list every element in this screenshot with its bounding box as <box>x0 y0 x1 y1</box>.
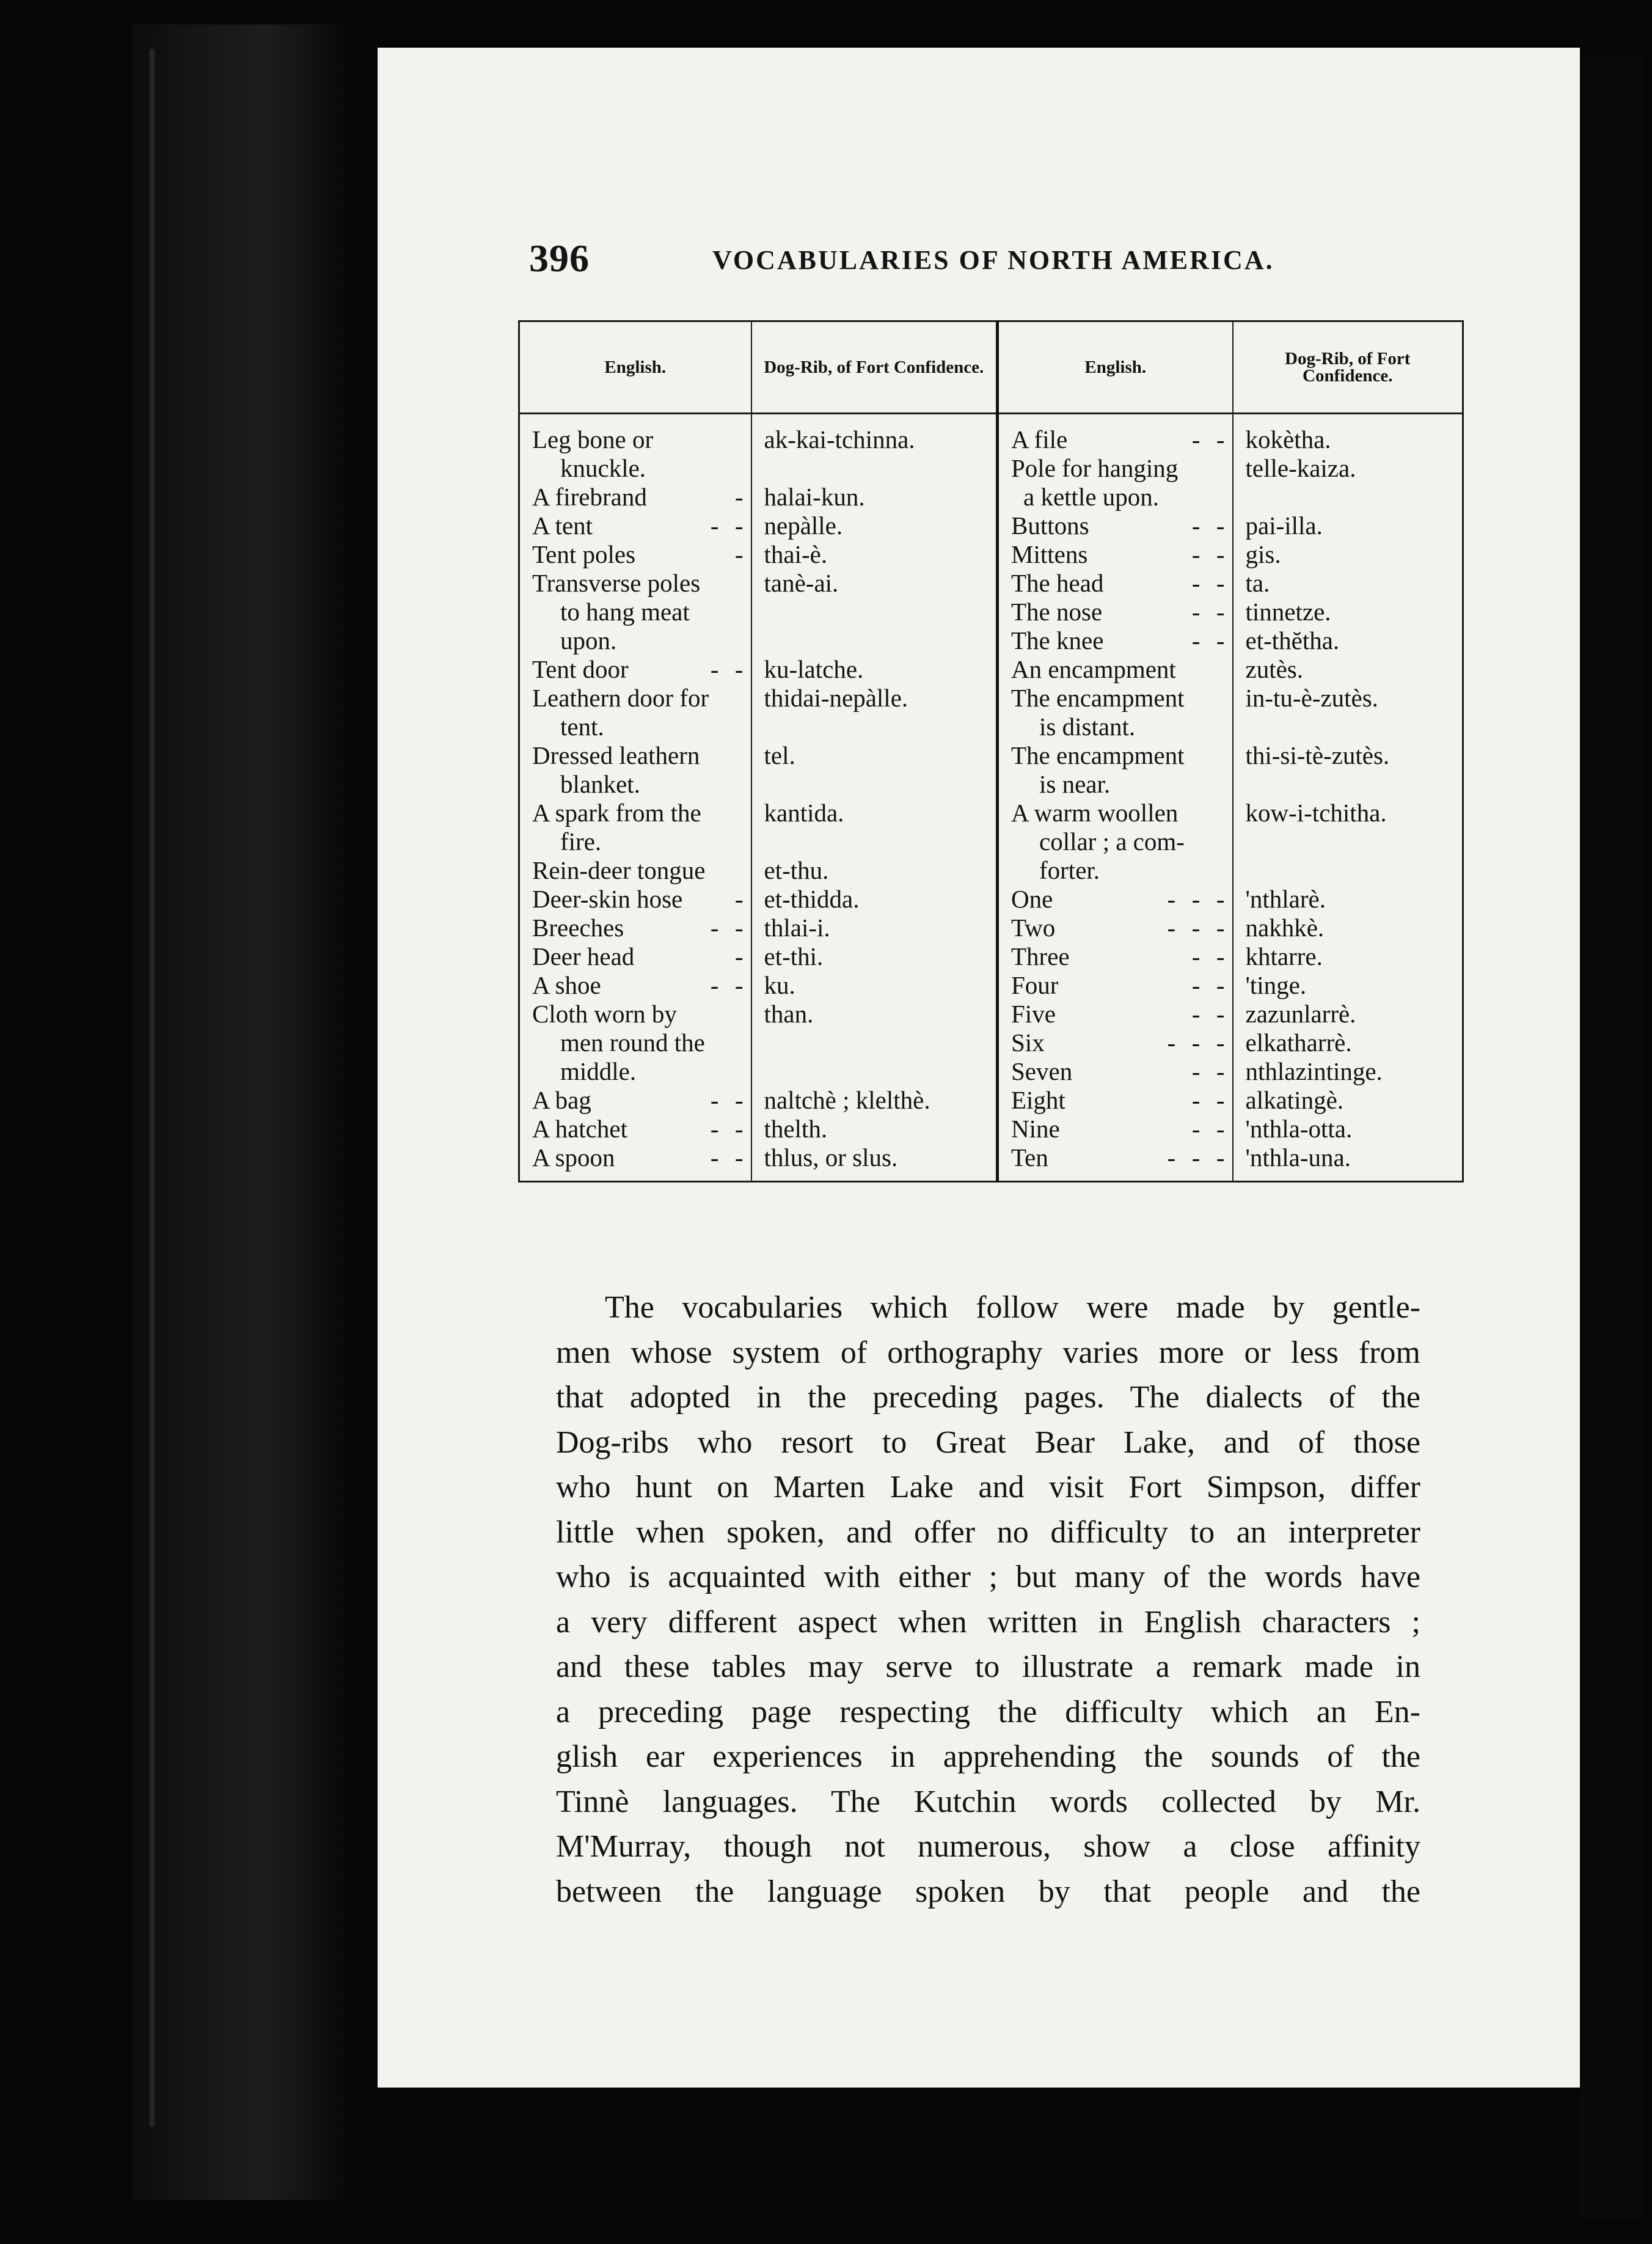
entry-dogrib: et-thu. <box>764 856 829 884</box>
entry-dogrib: zutès. <box>1245 655 1303 683</box>
entry-english: Cloth worn by men round the middle. <box>532 1000 705 1085</box>
entry-dogrib: et-thidda. <box>764 885 860 913</box>
entry-dogrib: et-thi. <box>764 942 824 970</box>
entry-dogrib: ku. <box>764 971 795 999</box>
entry-dogrib: halai-kun. <box>764 483 865 511</box>
header-dogrib-left: Dog-Rib, of Fort Confidence. <box>751 321 998 414</box>
entry-dogrib: tanè-ai. <box>764 569 839 597</box>
page-number: 396 <box>529 237 590 280</box>
entry-dogrib: 'nthla-otta. <box>1245 1115 1353 1143</box>
entry-dogrib: ta. <box>1245 569 1270 597</box>
body-line: who is acquainted with either ; but many of the words have <box>556 1560 1420 1594</box>
entry-english: A bag - - <box>532 1086 745 1114</box>
entry-english: A warm woollen collar ; a com- forter. <box>1011 799 1185 884</box>
entry-dogrib: 'tinge. <box>1245 971 1307 999</box>
body-line: M'Murray, though not numerous, show a close affinity <box>556 1829 1420 1864</box>
entry-dogrib: naltchè ; klelthè. <box>764 1086 930 1114</box>
entry-english: Pole for hanging a kettle upon. <box>1011 454 1179 511</box>
spine-edge <box>150 49 155 2127</box>
entry-dogrib: thi-si-tè-zutès. <box>1245 741 1390 769</box>
body-line: a very different aspect when written in English characters ; <box>556 1604 1420 1640</box>
header-english-left: English. <box>519 321 751 414</box>
entry-english: Three - - <box>1011 942 1226 970</box>
entry-dogrib: alkatingè. <box>1245 1086 1344 1114</box>
entry-dogrib: elkatharrè. <box>1245 1028 1352 1057</box>
entry-english: Rein-deer tongue <box>532 856 706 884</box>
entry-dogrib: thlai-i. <box>764 914 830 942</box>
body-line: between the language spoken by that people and the <box>556 1874 1420 1909</box>
entry-english: A firebrand - <box>532 483 745 511</box>
col-dogrib-right <box>1233 414 1463 1182</box>
body-line: a preceding page respecting the difficulty which an En- <box>556 1694 1420 1729</box>
entry-dogrib: kow-i-tchitha. <box>1245 799 1387 827</box>
body-line: little when spoken, and offer no difficulty to an interpreter <box>556 1514 1420 1550</box>
entry-english: Tent poles - <box>532 540 745 568</box>
entry-dogrib: ku-latche. <box>764 655 864 683</box>
entry-english: One - - - <box>1011 885 1226 913</box>
entry-dogrib: kantida. <box>764 799 844 827</box>
entry-english: Leathern door for tent. <box>532 684 709 741</box>
entry-dogrib: ak-kai-tchinna. <box>764 425 915 453</box>
entry-english: Five - - <box>1011 1000 1226 1028</box>
entry-english: Dressed leathern blanket. <box>532 741 700 798</box>
entry-english: Buttons - - <box>1011 512 1226 540</box>
body-line: and these tables may serve to illustrate a remark made in <box>556 1649 1420 1684</box>
entry-english: A spoon - - <box>532 1143 745 1172</box>
body-line: who hunt on Marten Lake and visit Fort Simpson, differ <box>556 1470 1420 1505</box>
entry-english: A hatchet - - <box>532 1115 745 1143</box>
entry-english: Breeches - - <box>532 914 745 942</box>
entry-dogrib: 'nthla-una. <box>1245 1143 1351 1172</box>
entry-english: Eight - - <box>1011 1086 1226 1114</box>
col-english-left <box>519 414 751 1182</box>
entry-english: Seven - - <box>1011 1057 1226 1085</box>
header-dogrib-right: Dog-Rib, of Fort Confidence. <box>1233 321 1463 414</box>
entry-dogrib: tinnetze. <box>1245 598 1331 626</box>
entry-dogrib: kokètha. <box>1245 425 1331 453</box>
entry-english: Tent door - - <box>532 655 745 683</box>
col-english-right <box>998 414 1233 1182</box>
entry-english: Two - - - <box>1011 914 1226 942</box>
body-line: glish ear experiences in apprehending the sounds of the <box>556 1739 1420 1774</box>
entry-dogrib: pai-illa. <box>1245 512 1323 540</box>
entry-english: An encampment <box>1011 655 1176 683</box>
entry-english: Four - - <box>1011 971 1226 999</box>
vocabulary-table <box>518 320 1464 1182</box>
entry-dogrib: nakhkè. <box>1245 914 1325 942</box>
col-dogrib-left <box>751 414 998 1182</box>
entry-dogrib: tel. <box>764 741 795 769</box>
page-header-title: VOCABULARIES OF NORTH AMERICA. <box>712 245 1274 275</box>
entry-english: Mittens - - <box>1011 540 1226 568</box>
entry-english: The nose - - <box>1011 598 1226 626</box>
body-line: men whose system of orthography varies more or less from <box>556 1335 1420 1370</box>
entry-dogrib: zazunlarrè. <box>1245 1000 1356 1028</box>
entry-dogrib: thidai-nepàlle. <box>764 684 908 712</box>
entry-dogrib: than. <box>764 1000 814 1028</box>
entry-english: Deer head - <box>532 942 745 970</box>
entry-english: The head - - <box>1011 569 1226 597</box>
body-line: Dog-ribs who resort to Great Bear Lake, and of those <box>556 1425 1420 1460</box>
body-line: The vocabularies which follow were made by gentle- <box>605 1290 1420 1325</box>
body-paragraph <box>556 1285 1420 1914</box>
book-spine <box>131 24 354 2200</box>
entry-dogrib: telle-kaiza. <box>1245 454 1356 482</box>
entry-english: A tent - - <box>532 512 745 540</box>
entry-english: The encampment is near. <box>1011 741 1185 798</box>
book-page <box>378 48 1580 2088</box>
entry-english: A spark from the fire. <box>532 799 701 856</box>
entry-english: A shoe - - <box>532 971 745 999</box>
header-english-right: English. <box>998 321 1233 414</box>
body-line: Tinnè languages. The Kutchin words collected by Mr. <box>556 1784 1420 1819</box>
entry-english: Transverse poles to hang meat upon. <box>532 569 701 654</box>
entry-english: Nine - - <box>1011 1115 1226 1143</box>
entry-english: Deer-skin hose - <box>532 885 745 913</box>
entry-english: Six - - - <box>1011 1028 1226 1057</box>
facing-page-edge <box>1579 55 1643 2218</box>
table-header-row <box>519 321 1463 414</box>
entry-english: Leg bone or knuckle. <box>532 425 654 482</box>
entry-dogrib: nepàlle. <box>764 512 843 540</box>
entry-english: The knee - - <box>1011 626 1226 654</box>
running-head <box>529 236 1348 285</box>
entry-dogrib: thlus, or slus. <box>764 1143 898 1172</box>
body-line: that adopted in the preceding pages. The dialects of the <box>556 1380 1420 1415</box>
entry-dogrib: nthlazintinge. <box>1245 1057 1383 1085</box>
entry-english: A file - - <box>1011 425 1226 453</box>
entry-dogrib: thelth. <box>764 1115 828 1143</box>
entry-dogrib: in-tu-è-zutès. <box>1245 684 1378 712</box>
entry-english: The encampment is distant. <box>1011 684 1185 741</box>
entry-dogrib: khtarre. <box>1245 942 1323 970</box>
entry-dogrib: 'nthlarè. <box>1245 885 1326 913</box>
entry-dogrib: et-thĕtha. <box>1245 626 1340 654</box>
entry-dogrib: thai-è. <box>764 540 828 568</box>
entry-dogrib: gis. <box>1245 540 1281 568</box>
entry-english: Ten - - - <box>1011 1143 1226 1172</box>
